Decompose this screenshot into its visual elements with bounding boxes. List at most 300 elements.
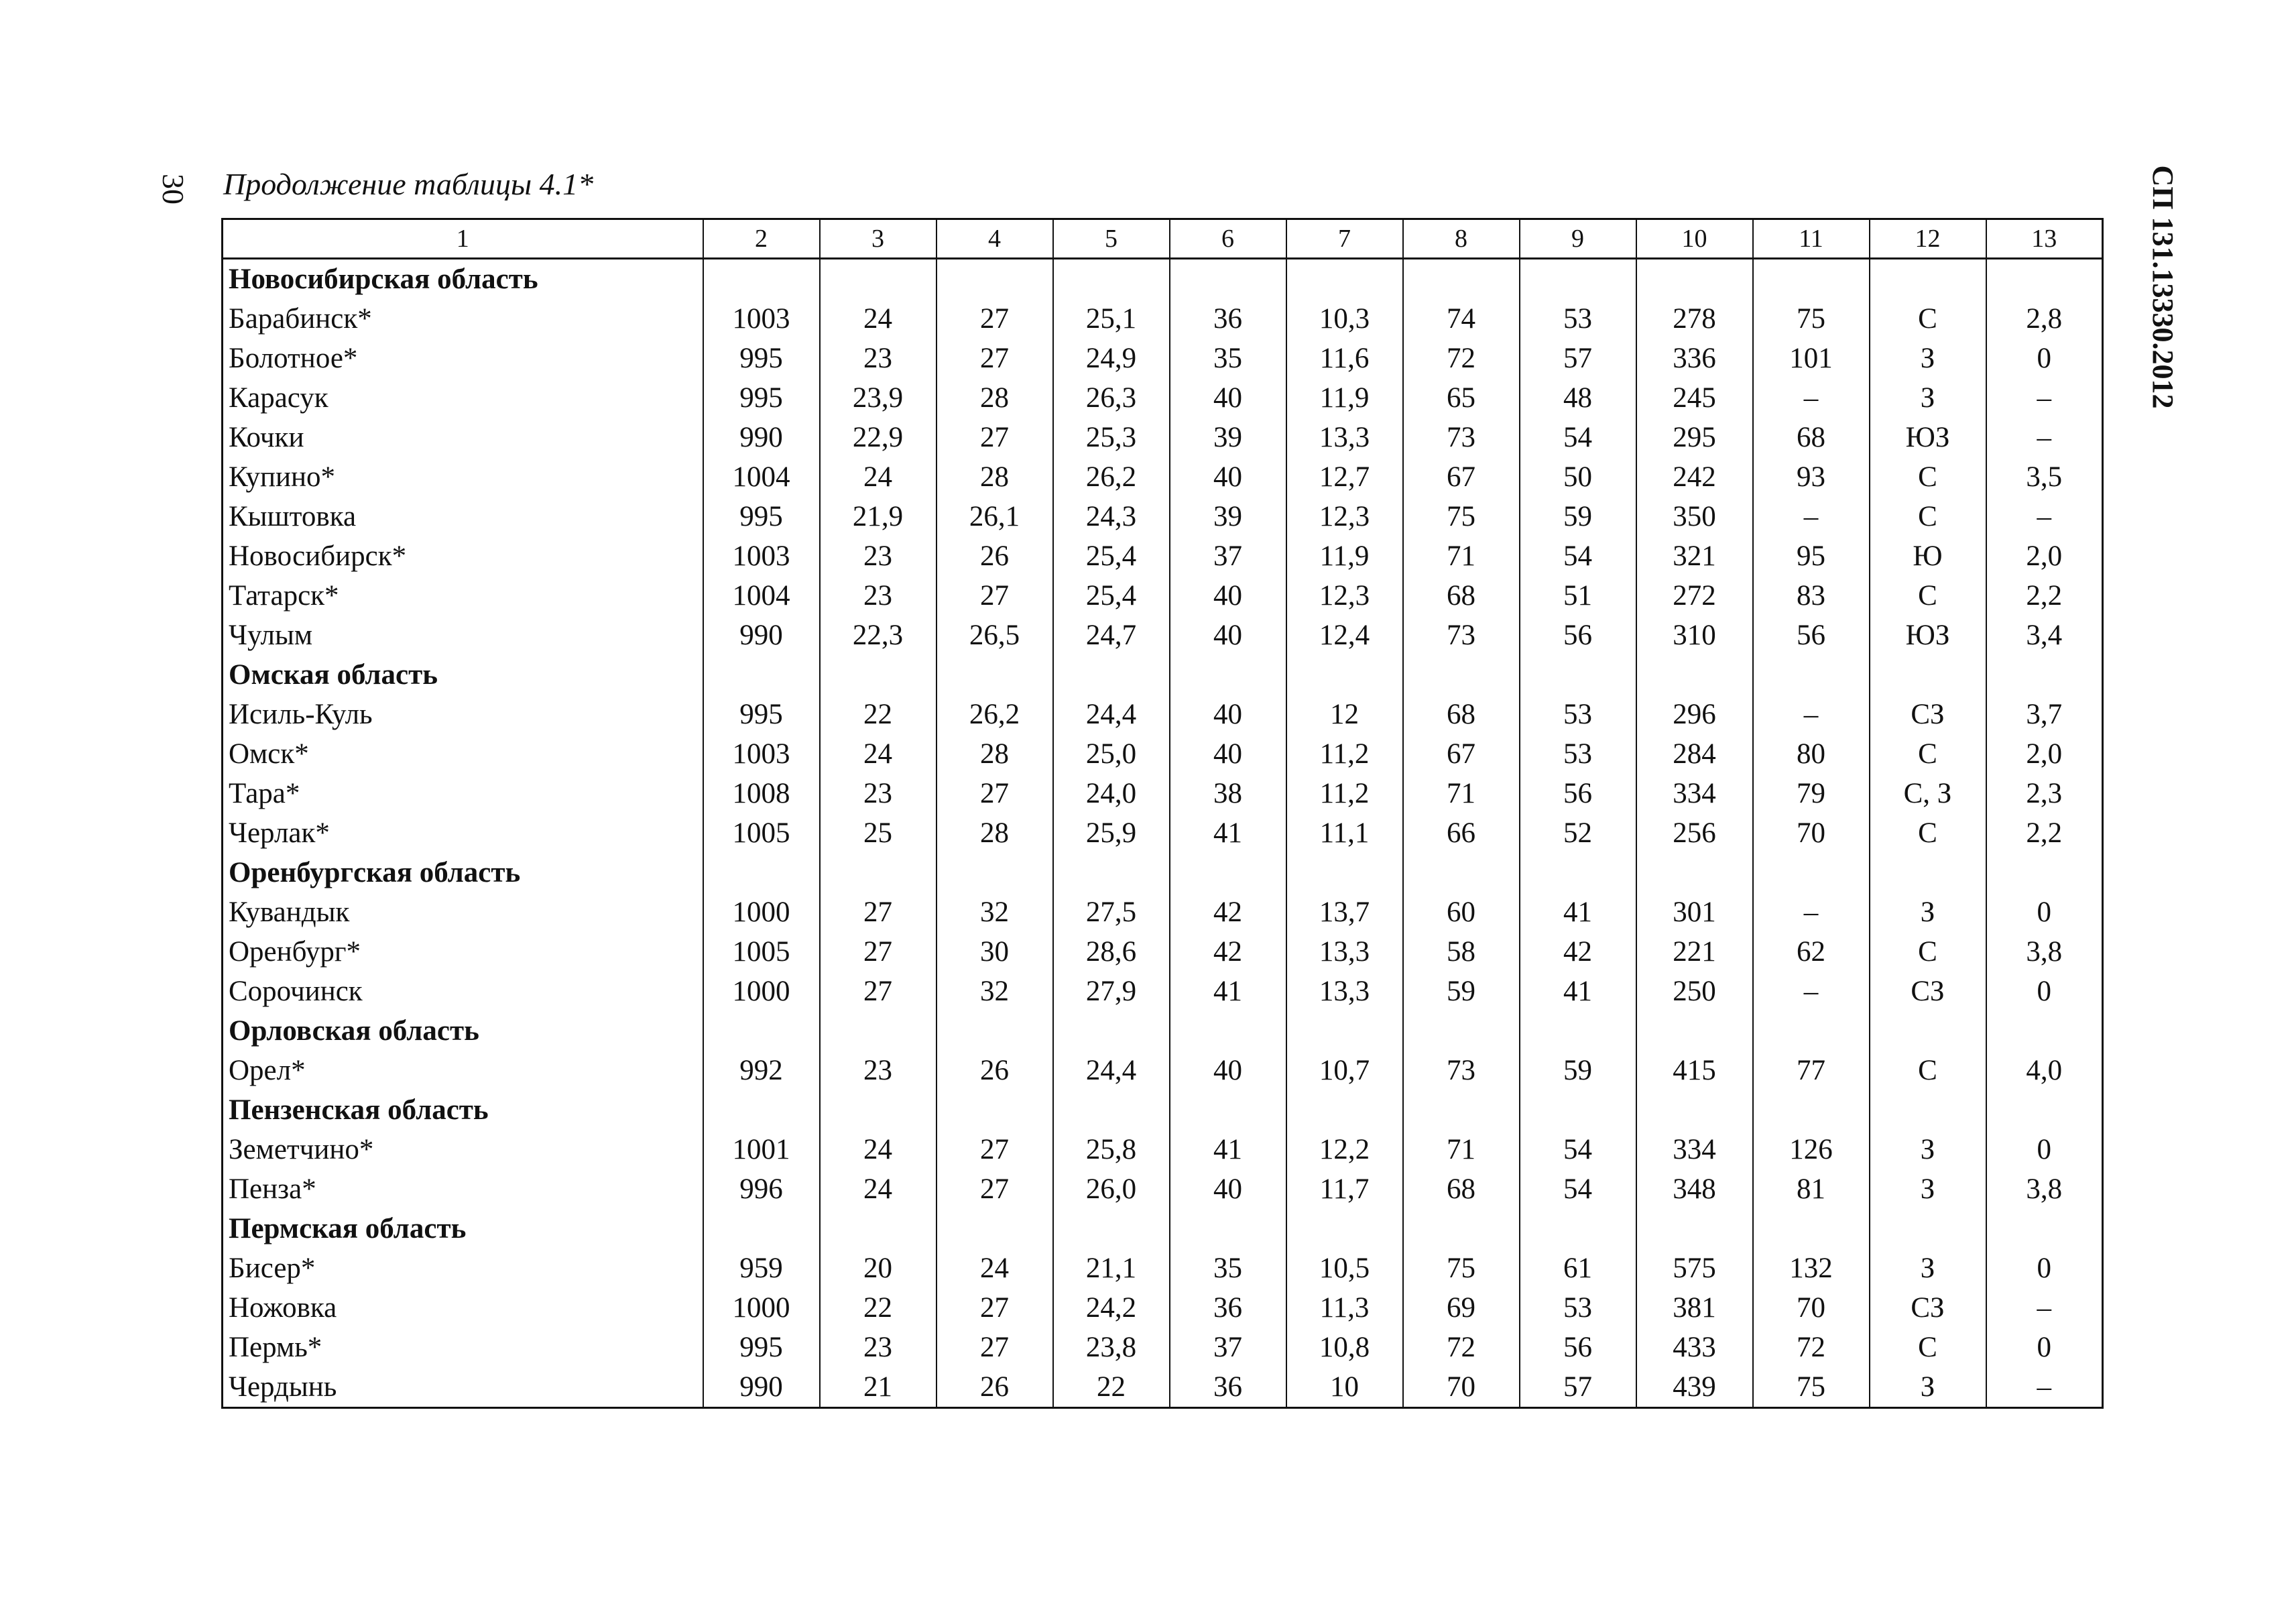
table-cell: – [1753,497,1870,536]
table-cell: 26,2 [1053,457,1170,497]
table-cell [1636,259,1753,300]
table-cell: З [1870,339,1986,378]
station-name: Купино* [223,457,703,497]
table-cell [1986,1011,2103,1051]
table-cell: – [1753,695,1870,734]
table-cell: 40 [1170,734,1286,774]
table-cell [1053,1090,1170,1130]
table-cell: 67 [1403,734,1520,774]
table-cell: 990 [703,616,820,655]
table-cell: З [1870,1130,1986,1169]
table-cell: 23 [820,576,936,616]
table-cell: 71 [1403,1130,1520,1169]
table-cell [1870,1011,1986,1051]
table-cell: 12,3 [1286,497,1403,536]
table-cell: 39 [1170,497,1286,536]
page-number: 30 [156,174,190,205]
table-cell: 30 [936,932,1053,972]
table-cell: 25 [820,813,936,853]
table-cell: 95 [1753,536,1870,576]
table-cell: 59 [1403,972,1520,1011]
table-cell: 40 [1170,378,1286,418]
station-name: Болотное* [223,339,703,378]
table-cell: 75 [1403,1249,1520,1288]
table-cell: 59 [1520,1051,1636,1090]
table-cell: 27 [936,418,1053,457]
table-cell: 72 [1403,339,1520,378]
table-cell: 37 [1170,1328,1286,1367]
station-name: Барабинск* [223,299,703,339]
table-cell: 24,3 [1053,497,1170,536]
table-cell: 1000 [703,892,820,932]
table-cell: 27 [936,299,1053,339]
table-cell: 26 [936,1367,1053,1408]
table-cell: 126 [1753,1130,1870,1169]
table-body [223,259,2103,1408]
table-cell: – [1753,892,1870,932]
table-cell: 68 [1753,418,1870,457]
table-cell: 995 [703,497,820,536]
table-cell: 22 [1053,1367,1170,1408]
table-cell: 1003 [703,536,820,576]
table-cell: 22 [820,695,936,734]
table-cell: 24 [820,734,936,774]
table-cell [1753,853,1870,892]
table-cell: 0 [1986,1328,2103,1367]
table-cell: 73 [1403,418,1520,457]
table-cell: 54 [1520,536,1636,576]
table-cell: 27 [820,892,936,932]
table-cell: 0 [1986,339,2103,378]
table-cell: 77 [1753,1051,1870,1090]
table-cell: 72 [1753,1328,1870,1367]
table-cell: 41 [1170,1130,1286,1169]
table-cell: 24 [936,1249,1053,1288]
table-cell: 73 [1403,1051,1520,1090]
table-cell: 75 [1753,299,1870,339]
table-cell [1403,259,1520,300]
table-cell [936,1209,1053,1249]
table-cell [1170,1011,1286,1051]
table-cell: 21 [820,1367,936,1408]
table-cell: 310 [1636,616,1753,655]
table-cell [1286,1209,1403,1249]
table-cell: 53 [1520,299,1636,339]
table-cell: ЮЗ [1870,418,1986,457]
table-cell: 27 [820,972,936,1011]
table-cell: 11,9 [1286,536,1403,576]
table-cell: 24 [820,1130,936,1169]
table-cell: 27 [936,1169,1053,1209]
table-cell: 53 [1520,734,1636,774]
table-cell: 296 [1636,695,1753,734]
table-cell: 3,5 [1986,457,2103,497]
table-cell: 53 [1520,1288,1636,1328]
table-cell [820,655,936,695]
table-cell: 13,7 [1286,892,1403,932]
table-cell: 3,8 [1986,1169,2103,1209]
table-cell: 10,8 [1286,1328,1403,1367]
table-cell: 1008 [703,774,820,813]
table-cell [1753,1090,1870,1130]
table-cell: 2,8 [1986,299,2103,339]
table-cell [1053,1011,1170,1051]
table-cell: 21,9 [820,497,936,536]
table-cell: 11,9 [1286,378,1403,418]
table-cell [1403,1209,1520,1249]
table-cell: 23 [820,1328,936,1367]
table-cell [1986,1209,2103,1249]
table-cell [1170,259,1286,300]
table-row [223,457,2103,497]
table-row [223,774,2103,813]
table-row [223,813,2103,853]
station-name: Ножовка [223,1288,703,1328]
table-cell: 20 [820,1249,936,1288]
table-cell: 75 [1403,497,1520,536]
table-cell: 40 [1170,695,1286,734]
table-cell: 415 [1636,1051,1753,1090]
table-cell: 1000 [703,1288,820,1328]
table-cell [820,259,936,300]
column-header-12: 12 [1870,219,1986,259]
table-cell: 992 [703,1051,820,1090]
table-cell: 73 [1403,616,1520,655]
table-cell: 54 [1520,1130,1636,1169]
table-cell: 995 [703,1328,820,1367]
table-cell: 40 [1170,616,1286,655]
table-cell: 38 [1170,774,1286,813]
region-header-row [223,1090,2103,1130]
table-cell: 71 [1403,774,1520,813]
table-cell: 41 [1170,813,1286,853]
table-cell: 28 [936,457,1053,497]
table-cell: 23 [820,1051,936,1090]
column-header-10: 10 [1636,219,1753,259]
table-cell: 284 [1636,734,1753,774]
table-cell: С [1870,813,1986,853]
table-cell: 24 [820,299,936,339]
station-name: Чердынь [223,1367,703,1408]
table-cell: 381 [1636,1288,1753,1328]
table-cell: 11,1 [1286,813,1403,853]
table-cell: 11,3 [1286,1288,1403,1328]
table-cell: 60 [1403,892,1520,932]
table-cell [1403,1011,1520,1051]
region-header-row [223,1209,2103,1249]
table-cell: 57 [1520,339,1636,378]
table-cell [1053,259,1170,300]
region-header-row [223,853,2103,892]
table-cell [1520,853,1636,892]
table-cell: 10,7 [1286,1051,1403,1090]
table-cell [1636,655,1753,695]
region-name: Оренбургская область [223,853,703,892]
table-cell [703,1011,820,1051]
table-cell: 242 [1636,457,1753,497]
table-cell: 11,2 [1286,734,1403,774]
table-cell: 53 [1520,695,1636,734]
table-cell: С [1870,1328,1986,1367]
table-row [223,734,2103,774]
table-cell: 28 [936,378,1053,418]
table-cell [1520,1209,1636,1249]
station-name: Черлак* [223,813,703,853]
table-cell: 54 [1520,418,1636,457]
column-header-11: 11 [1753,219,1870,259]
table-cell: 25,0 [1053,734,1170,774]
table-cell: 25,3 [1053,418,1170,457]
table-cell [703,259,820,300]
table-cell: 61 [1520,1249,1636,1288]
table-cell: ЮЗ [1870,616,1986,655]
table-cell [1870,259,1986,300]
table-cell: 24,4 [1053,695,1170,734]
table-cell: 990 [703,1367,820,1408]
table-cell: 24,0 [1053,774,1170,813]
table-cell: 0 [1986,1130,2103,1169]
table-cell: 24,9 [1053,339,1170,378]
table-cell [1870,1209,1986,1249]
table-header [223,219,2103,259]
table-cell: 26,3 [1053,378,1170,418]
table-cell: 68 [1403,576,1520,616]
table-cell: 25,9 [1053,813,1170,853]
table-cell: 3,8 [1986,932,2103,972]
table-cell: – [1986,1288,2103,1328]
table-cell: 56 [1520,774,1636,813]
station-name: Кочки [223,418,703,457]
table-cell [1286,1090,1403,1130]
table-cell: 350 [1636,497,1753,536]
table-cell: 336 [1636,339,1753,378]
region-name: Пензенская область [223,1090,703,1130]
table-cell: 32 [936,892,1053,932]
table-cell: 990 [703,418,820,457]
table-cell [936,259,1053,300]
table-cell: 75 [1753,1367,1870,1408]
table-cell: 26,2 [936,695,1053,734]
table-cell: 50 [1520,457,1636,497]
table-cell: 245 [1636,378,1753,418]
table-cell: 66 [1403,813,1520,853]
table-cell: 25,8 [1053,1130,1170,1169]
table-cell: 295 [1636,418,1753,457]
table-cell [820,1090,936,1130]
table-cell: 27 [936,1130,1053,1169]
column-header-8: 8 [1403,219,1520,259]
table-cell [1870,655,1986,695]
climate-data-table [221,218,2104,1409]
table-cell: С [1870,734,1986,774]
table-cell: 0 [1986,972,2103,1011]
table-cell: 24 [820,1169,936,1209]
table-cell [1170,655,1286,695]
table-cell: 23,8 [1053,1328,1170,1367]
table-cell: 12,4 [1286,616,1403,655]
table-cell: 74 [1403,299,1520,339]
column-header-2: 2 [703,219,820,259]
table-cell [1170,853,1286,892]
table-cell: 27 [936,339,1053,378]
table-cell: СЗ [1870,695,1986,734]
table-cell: 59 [1520,497,1636,536]
station-name: Кыштовка [223,497,703,536]
table-cell: 995 [703,695,820,734]
table-cell: СЗ [1870,1288,1986,1328]
table-cell: 433 [1636,1328,1753,1367]
column-header-5: 5 [1053,219,1170,259]
table-cell: 67 [1403,457,1520,497]
table-cell: 41 [1520,892,1636,932]
table-cell: – [1753,378,1870,418]
table-cell: – [1986,418,2103,457]
table-cell [1403,853,1520,892]
table-cell: 23 [820,774,936,813]
table-cell: 26 [936,1051,1053,1090]
column-header-13: 13 [1986,219,2103,259]
table-cell: С [1870,457,1986,497]
table-cell: 48 [1520,378,1636,418]
table-cell: С [1870,497,1986,536]
table-cell: 40 [1170,576,1286,616]
table-cell: 27 [936,576,1053,616]
table-cell: З [1870,1249,1986,1288]
table-row [223,972,2103,1011]
table-cell: 42 [1520,932,1636,972]
table-row [223,932,2103,972]
table-cell: 13,3 [1286,972,1403,1011]
table-cell: 65 [1403,378,1520,418]
table-cell [1520,259,1636,300]
station-name: Карасук [223,378,703,418]
table-cell: 10,3 [1286,299,1403,339]
table-cell: Ю [1870,536,1986,576]
table-cell: 36 [1170,1288,1286,1328]
table-cell: 81 [1753,1169,1870,1209]
table-cell: З [1870,1367,1986,1408]
table-cell: 22 [820,1288,936,1328]
table-cell [820,1209,936,1249]
table-cell: 83 [1753,576,1870,616]
table-cell: 1003 [703,734,820,774]
document-code: СП 131.13330.2012 [2147,165,2179,409]
table-cell [1286,259,1403,300]
table-cell: 24,2 [1053,1288,1170,1328]
table-cell: 221 [1636,932,1753,972]
table-cell: 52 [1520,813,1636,853]
column-number-row [223,219,2103,259]
table-cell: 1000 [703,972,820,1011]
table-cell [820,853,936,892]
table-cell: З [1870,892,1986,932]
table-cell: 32 [936,972,1053,1011]
table-cell: 22,9 [820,418,936,457]
station-name: Новосибирск* [223,536,703,576]
table-cell [820,1011,936,1051]
table-cell [1986,1090,2103,1130]
table-cell [1870,853,1986,892]
region-name: Орловская область [223,1011,703,1051]
table-cell: 10 [1286,1367,1403,1408]
table-cell: 11,7 [1286,1169,1403,1209]
region-header-row [223,259,2103,300]
table-cell [1870,1090,1986,1130]
table-cell [703,655,820,695]
region-name: Пермская область [223,1209,703,1249]
table-cell [936,655,1053,695]
table-cell [1286,1011,1403,1051]
table-cell: 21,1 [1053,1249,1170,1288]
table-cell [1053,1209,1170,1249]
table-cell: 42 [1170,892,1286,932]
table-cell: 996 [703,1169,820,1209]
table-cell: 0 [1986,1249,2103,1288]
table-cell: 35 [1170,339,1286,378]
table-cell: 58 [1403,932,1520,972]
table-cell: 2,0 [1986,536,2103,576]
table-cell [1986,853,2103,892]
table-cell: 2,2 [1986,576,2103,616]
table-cell: 26,0 [1053,1169,1170,1209]
table-cell: 27 [936,774,1053,813]
station-name: Оренбург* [223,932,703,972]
table-row [223,1169,2103,1209]
table-cell: 56 [1753,616,1870,655]
table-cell [1403,1090,1520,1130]
table-cell: 24,4 [1053,1051,1170,1090]
table-cell: 93 [1753,457,1870,497]
table-row [223,695,2103,734]
table-cell: 40 [1170,1051,1286,1090]
table-cell: 4,0 [1986,1051,2103,1090]
table-cell: 40 [1170,1169,1286,1209]
table-cell: 23,9 [820,378,936,418]
table-cell [703,1209,820,1249]
table-cell [1053,655,1170,695]
table-cell: 70 [1403,1367,1520,1408]
table-cell [1636,853,1753,892]
table-cell [1636,1209,1753,1249]
station-name: Орел* [223,1051,703,1090]
table-cell: 26,1 [936,497,1053,536]
table-cell: 27,9 [1053,972,1170,1011]
table-cell: 11,6 [1286,339,1403,378]
column-header-4: 4 [936,219,1053,259]
table-cell: 995 [703,339,820,378]
table-cell: 13,3 [1286,932,1403,972]
table-row [223,1130,2103,1169]
station-name: Татарск* [223,576,703,616]
table-cell: 25,1 [1053,299,1170,339]
table-cell: 71 [1403,536,1520,576]
table-cell: 13,3 [1286,418,1403,457]
table-cell: 42 [1170,932,1286,972]
table-cell [1170,1090,1286,1130]
table-cell [1520,1090,1636,1130]
table-cell: – [1986,1367,2103,1408]
table-cell: СЗ [1870,972,1986,1011]
table-cell: 1004 [703,457,820,497]
table-cell: 12,7 [1286,457,1403,497]
table-cell: – [1986,497,2103,536]
table-cell: 278 [1636,299,1753,339]
table-cell [1753,259,1870,300]
table-cell: 12,3 [1286,576,1403,616]
table-cell [936,1090,1053,1130]
table-cell: С [1870,299,1986,339]
table-cell: 321 [1636,536,1753,576]
